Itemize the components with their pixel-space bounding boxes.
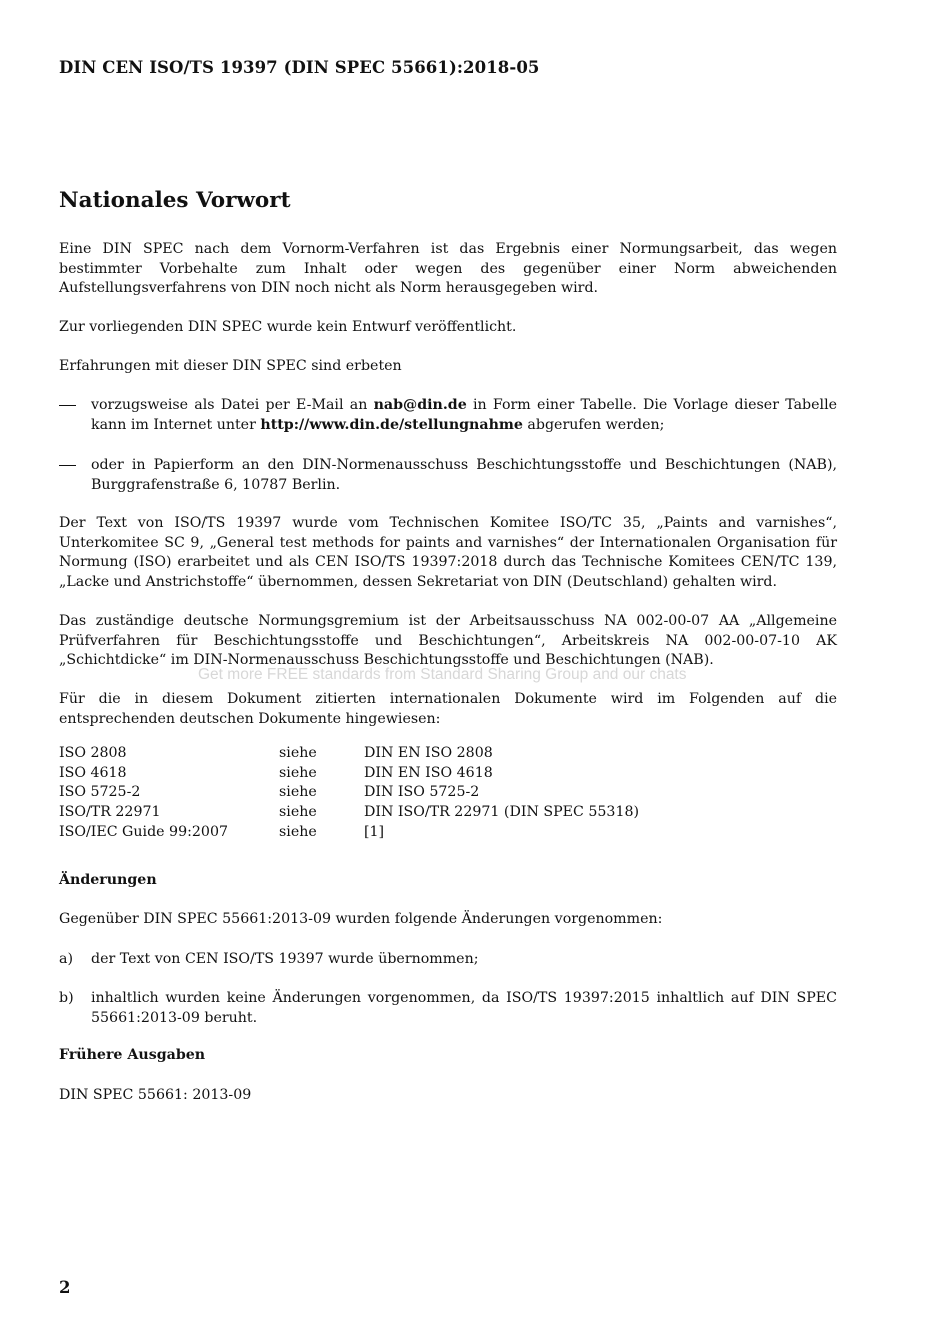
document-header: DIN CEN ISO/TS 19397 (DIN SPEC 55661):2018-05 — [59, 58, 540, 77]
list-item-body: inhaltlich wurden keine Änderungen vorgenommen, da ISO/TS 19397:2015 inhaltlich auf DIN SPEC 55661:2013-09 beruht. — [91, 990, 837, 1026]
url-link[interactable]: http://www.din.de/stellungnahme — [260, 416, 523, 433]
paragraph-committee: Das zuständige deutsche Normungsgremium ist der Arbeitsausschuss NA 002-00-07 AA „Allgemeine Prüfverfahren für Beschichtungsstoffe und Beschichtungen“, Arbeitskreis NA 002-00-07-10 AK „Schichtdicke“ im DIN-Normenausschuss Beschichtungsstoffe und Beschichtungen (NAB). — [59, 613, 837, 669]
list-item-change-b — [59, 989, 837, 1028]
ref-international: ISO 2808 — [59, 745, 127, 761]
changes-heading: Änderungen — [59, 872, 157, 888]
ref-international: ISO/TR 22971 — [59, 804, 161, 821]
paragraph-din-spec-definition: Eine DIN SPEC nach dem Vornorm-Verfahren ist das Ergebnis einer Normungsarbeit, das wegen bestimmter Vorbehalte zum Inhalt oder wegen des gegenüber einer Norm abweichenden Aufstellungsverfahrens von DIN noch nicht als Norm herausgegeben wird. — [59, 241, 837, 297]
changes-intro: Gegenüber DIN SPEC 55661:2013-09 wurden folgende Änderungen vorgenommen: — [59, 911, 663, 927]
watermark-text: Get more FREE standards from Standard Sharing Group and our chats — [198, 666, 687, 683]
list-item-body: vorzugsweise als Datei per E-Mail an nab@din.de in Form einer Tabelle. Die Vorlage dieser Tabelle kann im Internet unter http://www.din.de/stellungnahme abgerufen werden; — [91, 397, 837, 433]
paragraph-references-intro: Für die in diesem Dokument zitierten internationalen Dokumente wird im Folgenden auf die entsprechenden deutschen Dokumente hingewiesen: — [59, 691, 837, 727]
ref-german: DIN EN ISO 4618 — [364, 764, 493, 781]
earlier-editions-text: DIN SPEC 55661: 2013-09 — [59, 1087, 252, 1103]
dash-bullet-icon — [59, 405, 76, 406]
list-item-label: a) — [59, 951, 73, 967]
list-item-paper — [59, 456, 837, 495]
email-link[interactable]: nab@din.de — [373, 397, 467, 413]
paragraph-no-draft: Zur vorliegenden DIN SPEC wurde kein Entwurf veröffentlicht. — [59, 319, 517, 335]
ref-international: ISO 4618 — [59, 764, 127, 781]
earlier-editions-heading: Frühere Ausgaben — [59, 1047, 206, 1063]
ref-german: [1] — [364, 823, 385, 840]
ref-international: ISO/IEC Guide 99:2007 — [59, 823, 228, 840]
paragraph-feedback-request: Erfahrungen mit dieser DIN SPEC sind erbeten — [59, 358, 402, 374]
ref-german: DIN ISO 5725-2 — [364, 784, 480, 801]
page-number: 2 — [59, 1278, 71, 1297]
paragraph-origin: Der Text von ISO/TS 19397 wurde vom Technischen Komitee ISO/TC 35, „Paints and varnishes“, Unterkomitee SC 9, „General test methods for paints and varnishes“ der Internationalen Organisation für Normung (ISO) erarbeitet und als CEN ISO/TS 19397:2018 durch das Technische Komitees CEN/TC 139, „Lacke und Anstrichstoffe“ übernommen, dessen Sekretariat von DIN (Deutschland) gehalten wird. — [59, 515, 837, 590]
list-item-body: oder in Papierform an den DIN-Normenausschuss Beschichtungsstoffe und Beschichtungen (NAB), Burggrafenstraße 6, 10787 Berlin. — [91, 457, 837, 493]
ref-german: DIN EN ISO 2808 — [364, 745, 493, 761]
ref-see: siehe — [279, 784, 317, 801]
list-item-body: der Text von CEN ISO/TS 19397 wurde übernommen; — [91, 951, 479, 967]
ref-international: ISO 5725-2 — [59, 784, 141, 801]
ref-german: DIN ISO/TR 22971 (DIN SPEC 55318) — [364, 804, 640, 821]
ref-see: siehe — [279, 745, 317, 761]
dash-bullet-icon — [59, 465, 76, 466]
list-item-email — [59, 396, 837, 435]
list-item-change-a — [59, 950, 837, 970]
section-title: Nationales Vorwort — [59, 188, 291, 213]
ref-see: siehe — [279, 804, 317, 821]
ref-see: siehe — [279, 764, 317, 781]
list-item-label: b) — [59, 990, 74, 1006]
ref-see: siehe — [279, 823, 317, 840]
